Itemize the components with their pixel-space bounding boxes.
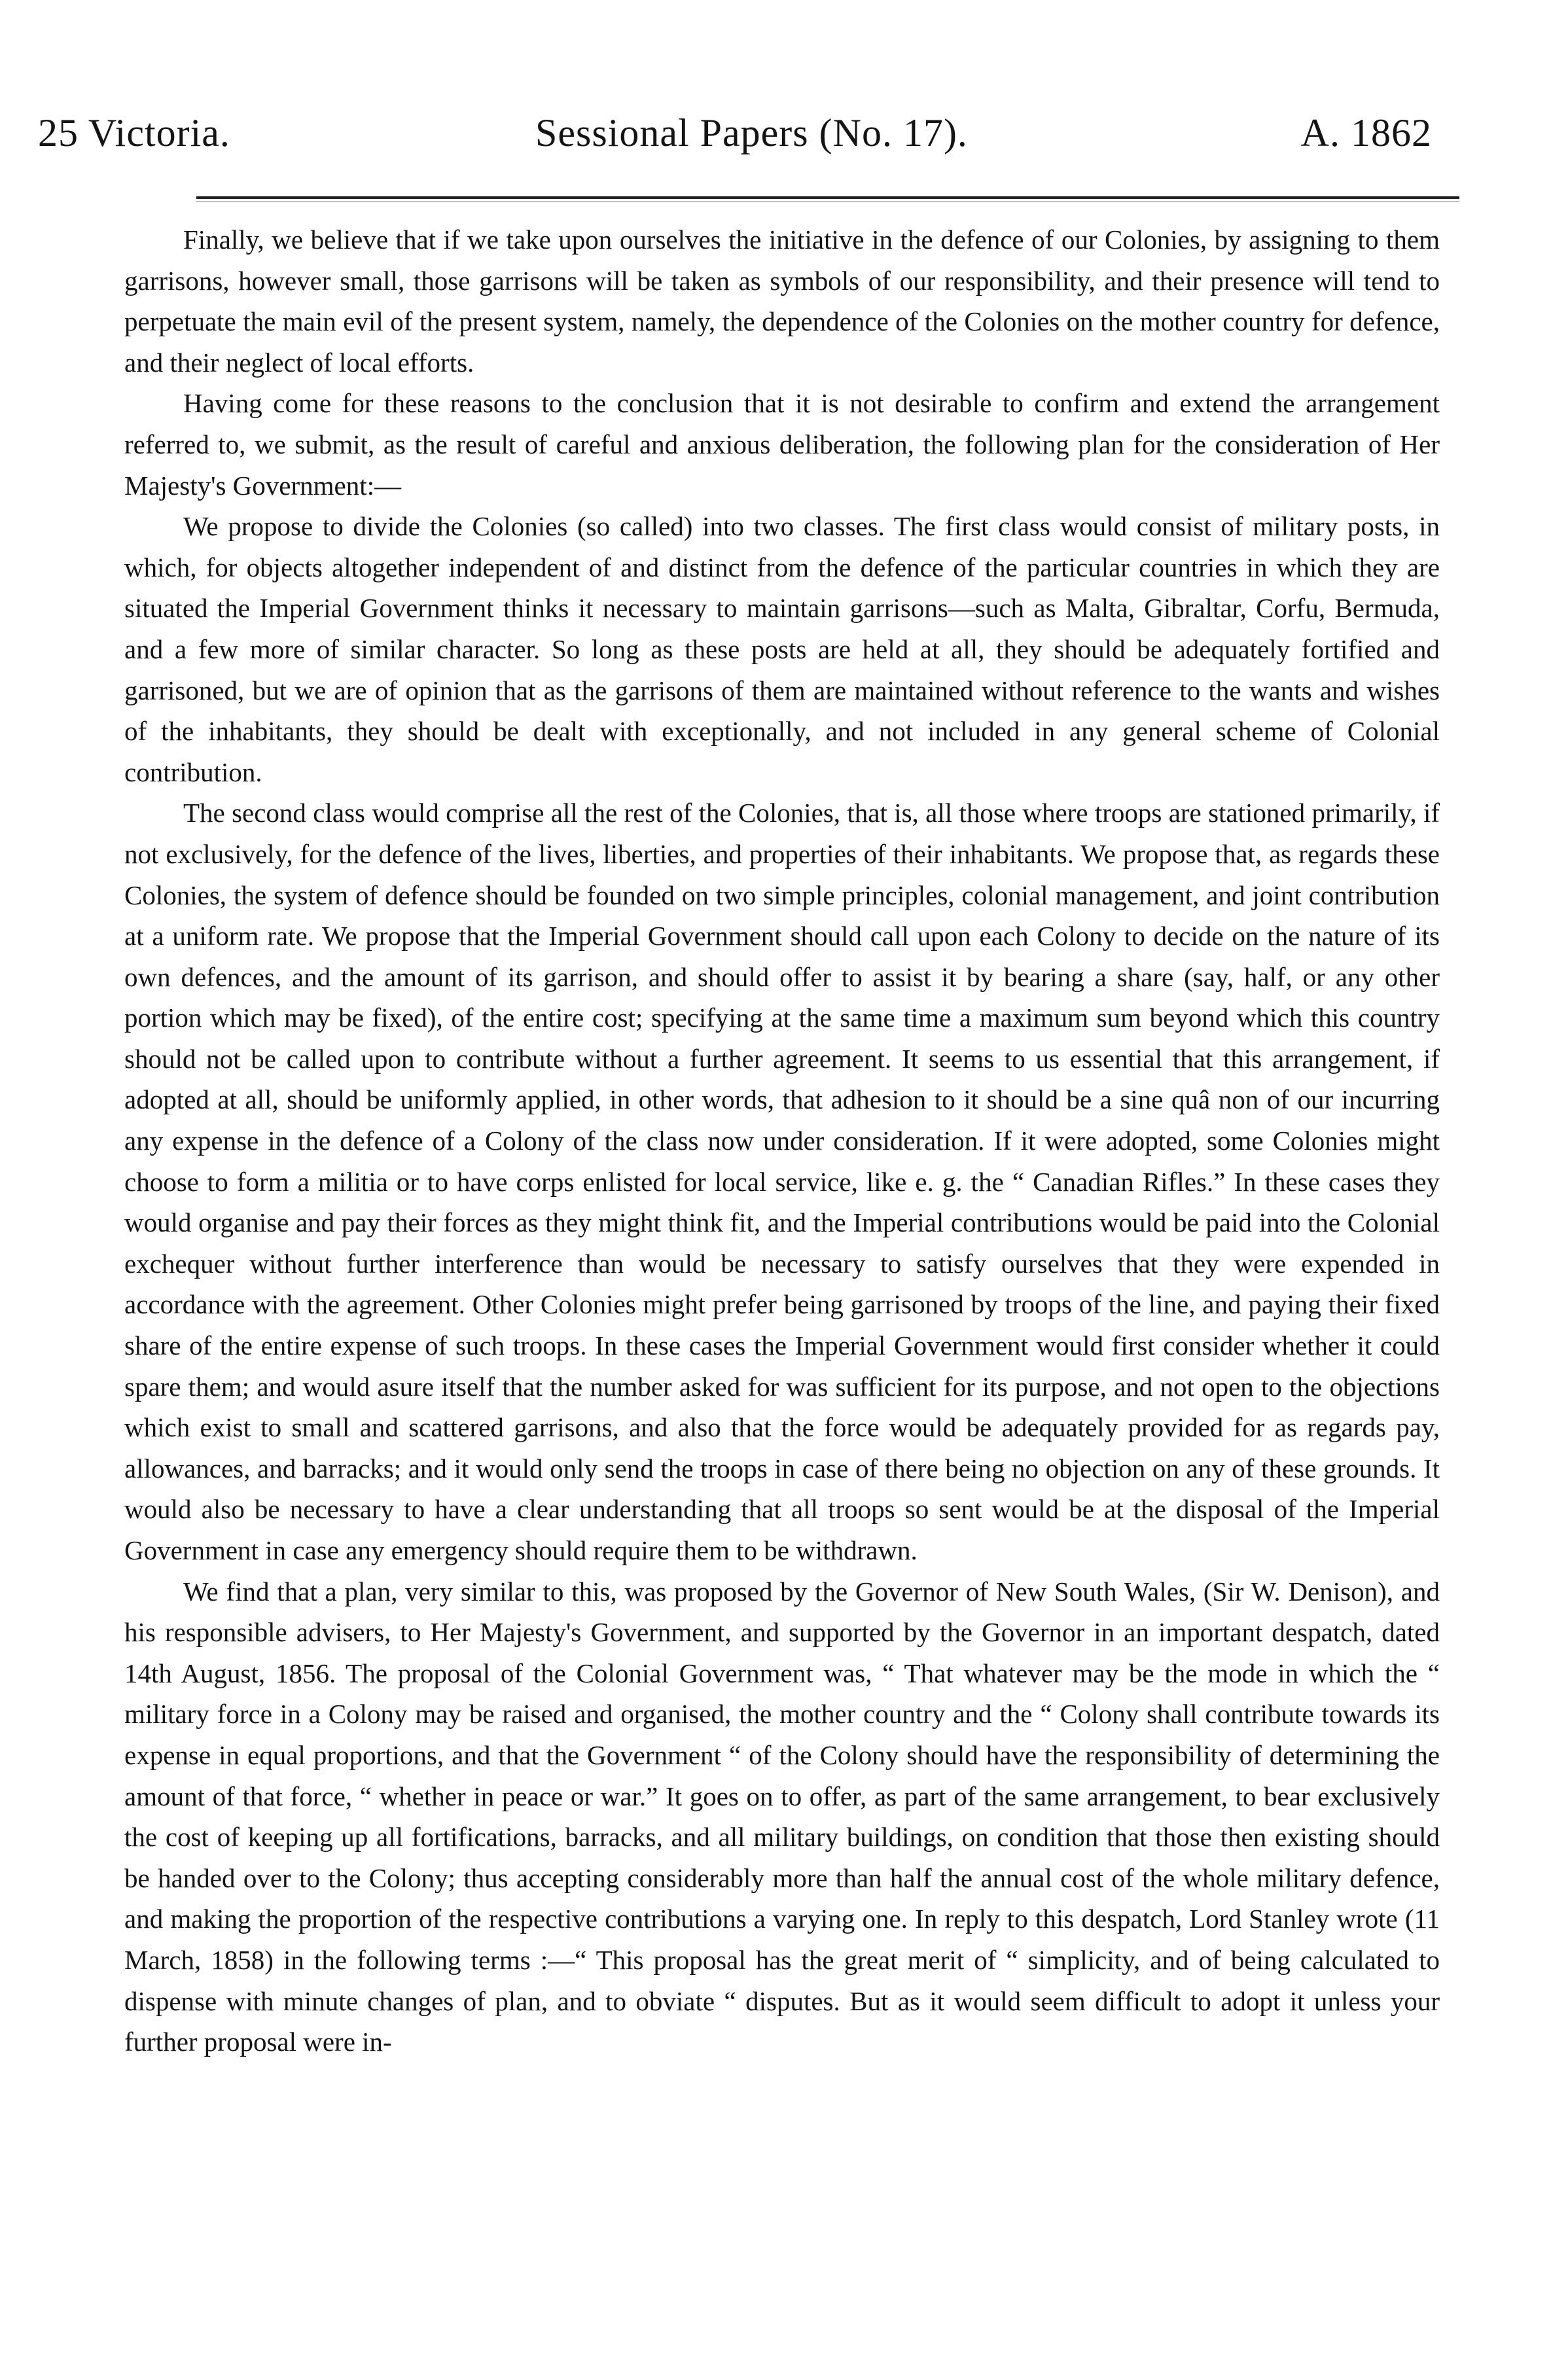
paragraph: The second class would comprise all the rest of the Colonies, that is, all those where troops are stationed primarily, if not exclusively, for the defence of the lives, liberties, and properties of their inhabitants. We propose that, as regards these Colonies, the system of defence should be founded on two simple principles, colonial management, and joint contribution at a uniform rate. We propose that the Imperial Government should call upon each Colony to decide on the nature of its own defences, and the amount of its garrison, and should offer to assist it by bearing a share (say, half, or any other portion which may be fixed), of the entire cost; specifying at the same time a maximum sum beyond which this country should not be called upon to contribute without a further agreement. It seems to us essential that this arrangement, if adopted at all, should be uniformly applied, in other words, that adhesion to it should be a sine quâ non of our incurring any expense in the defence of a Colony of the class now under consideration. If it were adopted, some Colonies might choose to form a militia or to have corps enlisted for local service, like e. g. the “ Canadian Rifles.” In these cases they would organise and pay their forces as they might think fit, and the Imperial contributions would be paid into the Colonial exchequer without further interference than would be necessary to satisfy ourselves that they were expended in accordance with the agreement. Other Colonies might prefer being garrisoned by troops of the line, and paying their fixed share of the entire expense of such troops. In these cases the Imperial Government would first consider whether it could spare them; and would asure itself that the number asked for was sufficient for its purpose, and not open to the objections which exist to small and scattered garrisons, and also that the force would be adequately provided for as regards pay, allowances, and barracks; and it would only send the troops in case of there being no objection on any of these grounds. It would also be necessary to have a clear understanding that all troops so sent would be at the disposal of the Imperial Government in case any emergency should require them to be withdrawn. <box>124 798 1440 1565</box>
header-session: 25 Victoria. <box>38 111 230 154</box>
header-year: A. 1862 <box>1300 111 1432 154</box>
paragraph: Finally, we believe that if we take upon ourselves the initiative in the defence of our Colonies, by assigning to them garrisons, however small, those garrisons will be taken as symbols of our responsibility, and their presence will tend to perpetuate the main evil of the present system, namely, the dependence of the Colonies on the mother country for defence, and their neglect of local efforts. <box>124 224 1440 378</box>
body-text <box>124 219 1440 2063</box>
paragraph: We propose to divide the Colonies (so called) into two classes. The first class would consist of military posts, in which, for objects altogether independent of and distinct from the defence of the particular countries in which they are situated the Imperial Government thinks it necessary to maintain garrisons—such as Malta, Gibraltar, Corfu, Bermuda, and a few more of similar character. So long as these posts are held at all, they should be adequately fortified and garrisoned, but we are of opinion that as the garrisons of them are maintained without reference to the wants and wishes of the inhabitants, they should be dealt with exceptionally, and not included in any general scheme of Colonial contribution. <box>124 511 1440 787</box>
header-title: Sessional Papers (No. 17). <box>535 111 968 154</box>
paragraph: We find that a plan, very similar to this, was proposed by the Governor of New South Wales, (Sir W. Denison), and his responsible advisers, to Her Majesty's Government, and supported by the Governor in an important despatch, dated 14th August, 1856. The proposal of the Colonial Government was, “ That whatever may be the mode in which the “ military force in a Colony may be raised and organised, the mother country and the “ Colony shall contribute towards its expense in equal proportions, and that the Government “ of the Colony should have the responsibility of determining the amount of that force, “ whether in peace or war.” It goes on to offer, as part of the same arrangement, to bear exclusively the cost of keeping up all fortifications, barracks, and all military buildings, on condition that those then existing should be handed over to the Colony; thus accepting considerably more than half the annual cost of the whole military defence, and making the proportion of the respective contributions a varying one. In reply to this despatch, Lord Stanley wrote (11 March, 1858) in the following terms :—“ This proposal has the great merit of “ simplicity, and of being calculated to dispense with minute changes of plan, and to obviate “ disputes. But as it would seem difficult to adopt it unless your further proposal were in- <box>124 1576 1440 2057</box>
paragraph: Having come for these reasons to the conclusion that it is not desirable to confirm and extend the arrangement referred to, we submit, as the result of careful and anxious deliberation, the following plan for the consideration of Her Majesty's Government:— <box>124 388 1440 501</box>
page-header <box>38 103 1432 162</box>
header-rule <box>196 196 1459 199</box>
